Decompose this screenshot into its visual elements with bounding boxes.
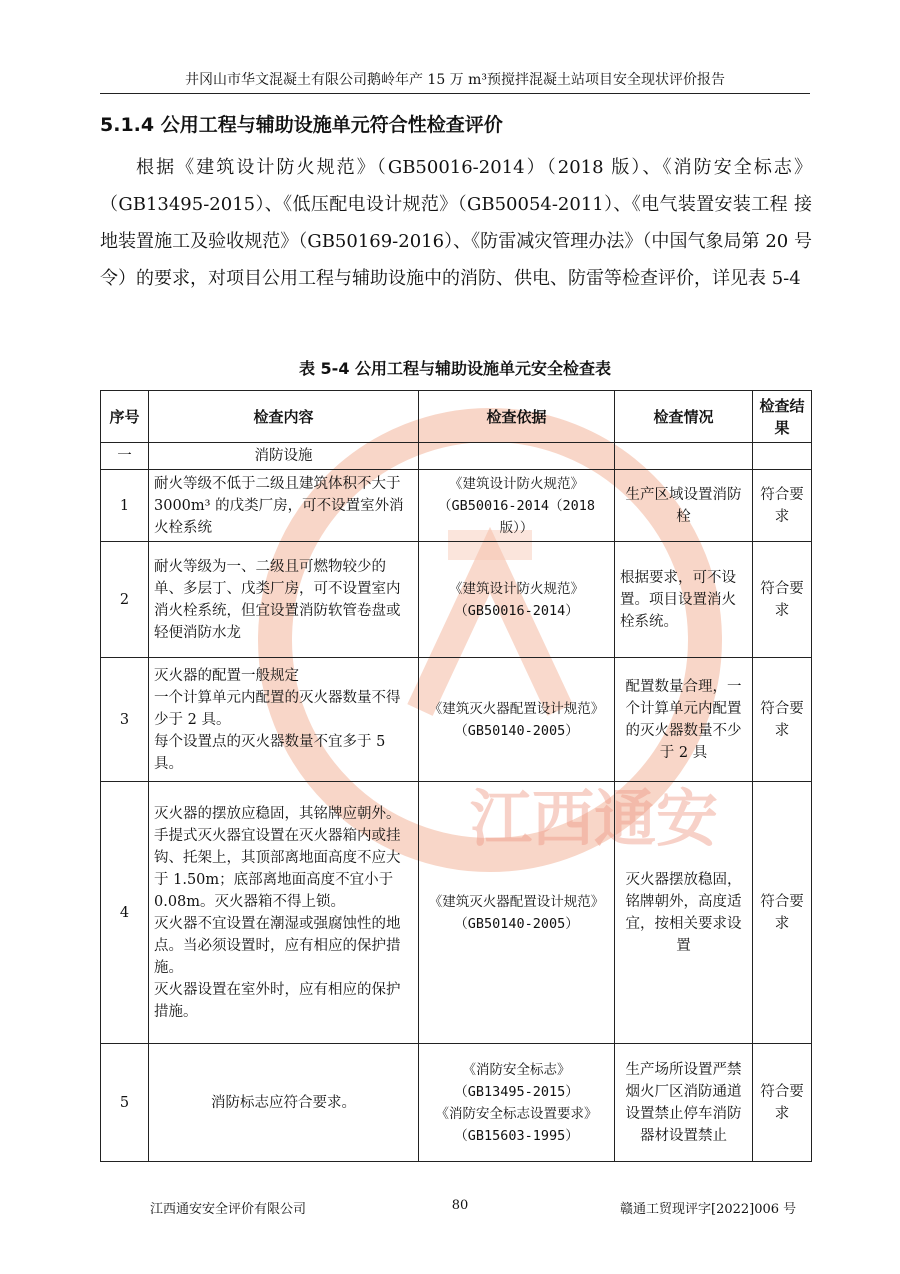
row-basis: 《建筑灭火器配置设计规范》 （GB50140-2005） (419, 782, 615, 1044)
header-no: 序号 (101, 391, 149, 443)
row-status: 根据要求，可不设置。项目设置消火栓系统。 (615, 542, 753, 658)
header-basis: 检查依据 (419, 391, 615, 443)
header-content: 检查内容 (149, 391, 419, 443)
table-row (101, 658, 812, 782)
safety-check-table (100, 390, 812, 1162)
row-basis: 《建筑设计防火规范》 （GB50016-2014（2018 版）） (419, 470, 615, 542)
row-content: 消防标志应符合要求。 (149, 1044, 419, 1162)
row-result: 符合要求 (753, 470, 812, 542)
table-row (101, 470, 812, 542)
row-result: 符合要求 (753, 1044, 812, 1162)
row-status: 灭火器摆放稳固，铭牌朝外，高度适宜，按相关要求设置 (615, 782, 753, 1044)
intro-paragraph: 根据《建筑设计防火规范》（GB50016-2014）（2018 版）、《消防安全标志》（GB13495-2015）、《低压配电设计规范》（GB50054-2011）、《电气装置安装工程 接地装置施工及验收规范》（GB50169-2016）、《防雷减灾管理办法》（中国气象局第 20 号令）的要求，对项目公用工程与辅助设施中的消防、供电、防雷等检查评价，详见表 5-4 (100, 157, 812, 289)
header-status: 检查情况 (615, 391, 753, 443)
row-result: 符合要求 (753, 542, 812, 658)
row-content: 灭火器的配置一般规定 一个计算单元内配置的灭火器数量不得少于 2 具。 每个设置点的灭火器数量不宜多于 5 具。 (149, 658, 419, 782)
row-status: 生产区域设置消防栓 (615, 470, 753, 542)
row-no: 1 (101, 470, 149, 542)
header-result: 检查结果 (753, 391, 812, 443)
row-basis: 《消防安全标志》 （GB13495-2015） 《消防安全标志设置要求》（GB15603-1995） (419, 1044, 615, 1162)
footer-company: 江西通安安全评价有限公司 (150, 1202, 307, 1217)
row-no: 4 (101, 782, 149, 1044)
row-content: 耐火等级不低于二级且建筑体积不大于 3000m³ 的戊类厂房，可不设置室外消火栓系统 (149, 470, 419, 542)
footer-doc-number: 赣通工贸现评字[2022]006 号 (620, 1202, 797, 1217)
row-basis: 《建筑设计防火规范》 （GB50016-2014） (419, 542, 615, 658)
group-row (101, 443, 812, 470)
table-row (101, 782, 812, 1044)
row-status: 生产场所设置严禁烟火厂区消防通道设置禁止停车消防器材设置禁止 (615, 1044, 753, 1162)
page-header: 井冈山市华文混凝土有限公司鹅岭年产 15 万 m³预搅拌混凝土站项目安全现状评价报告 (100, 70, 810, 94)
row-no: 5 (101, 1044, 149, 1162)
row-result: 符合要求 (753, 782, 812, 1044)
row-basis: 《建筑灭火器配置设计规范》 （GB50140-2005） (419, 658, 615, 782)
row-status: 配置数量合理，一个计算单元内配置的灭火器数量不少于 2 具 (615, 658, 753, 782)
table-row (101, 1044, 812, 1162)
row-content: 灭火器的摆放应稳固，其铭牌应朝外。手提式灭火器宜设置在灭火器箱内或挂钩、托架上，其顶部离地面高度不应大于 1.50m；底部离地面高度不宜小于 0.08m。灭火器箱不得上锁。 灭火器不宜设置在潮湿或强腐蚀性的地点。当必须设置时，应有相应的保护措施。 灭火器设置在室外时，应有相应的保护措施。 (149, 782, 419, 1044)
section-title: 5.1.4 公用工程与辅助设施单元符合性检查评价 (100, 114, 503, 136)
group-no: 一 (101, 443, 149, 470)
table-caption: 表 5-4 公用工程与辅助设施单元安全检查表 (298, 359, 612, 378)
watermark-text: 江西通安 (470, 782, 719, 855)
footer-page-number: 80 (451, 1198, 469, 1213)
row-no: 2 (101, 542, 149, 658)
group-label: 消防设施 (149, 443, 419, 470)
row-result: 符合要求 (753, 658, 812, 782)
table-row (101, 542, 812, 658)
row-no: 3 (101, 658, 149, 782)
row-content: 耐火等级为一、二级且可燃物较少的单、多层丁、戊类厂房，可不设置室内消火栓系统，但宜设置消防软管卷盘或轻便消防水龙 (149, 542, 419, 658)
